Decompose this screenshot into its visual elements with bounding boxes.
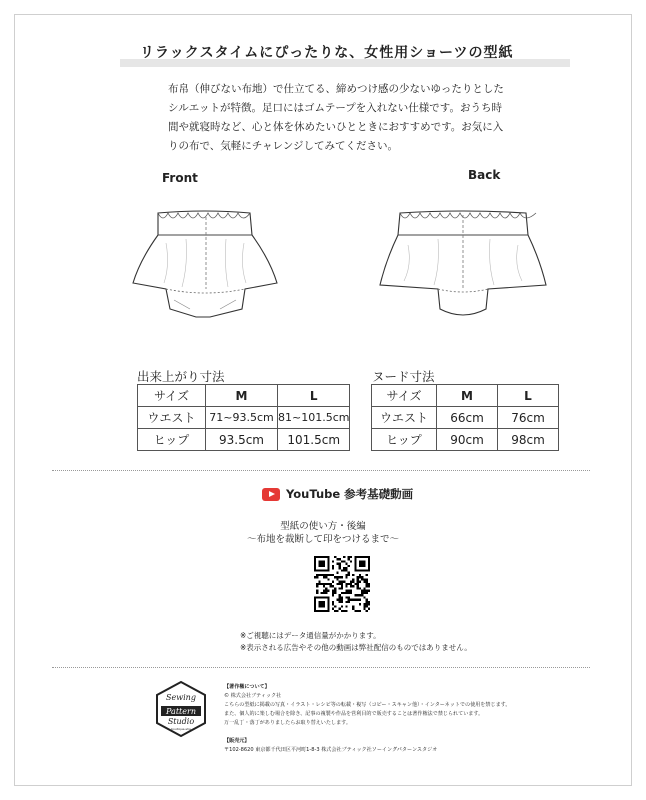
viewing-notes — [240, 630, 472, 654]
finished-size-table — [137, 384, 350, 451]
table-cell: 71~93.5cm — [206, 407, 278, 429]
section-divider — [52, 667, 590, 668]
logo-word: Studio — [167, 717, 195, 726]
page-title: リラックスタイムにぴったりな、女性用ショーツの型紙 — [140, 45, 514, 61]
front-view-illustration — [130, 205, 280, 323]
table-cell: 93.5cm — [206, 429, 278, 451]
section-divider — [52, 470, 590, 471]
intro-line: 布帛（伸びない布地）で仕立てる、締めつけ感の少ないゆったりとした — [168, 83, 504, 95]
table-row — [138, 429, 350, 451]
publisher-address: 〒102-8620 東京都千代田区平河町1-8-3 株式会社ブティック社ソーイングパターンスタジオ — [224, 747, 438, 753]
table-row — [372, 429, 559, 451]
logo-subtext: boutique-sha — [171, 727, 191, 731]
table-cell: 76cm — [498, 407, 559, 429]
table-cell: ウエスト — [138, 407, 206, 429]
table-cell: サイズ — [372, 385, 437, 407]
table-cell: 98cm — [498, 429, 559, 451]
youtube-play-icon — [262, 488, 280, 501]
copyright-line: また、個人的に楽しむ場合を除き、記事の複製や作品を営利目的で販売することは著作権法で禁じられています。 — [224, 711, 484, 717]
table-cell: M — [437, 385, 498, 407]
table-cell: サイズ — [138, 385, 206, 407]
intro-text — [168, 80, 538, 156]
body-size-title: ヌード寸法 — [372, 369, 435, 384]
back-view-illustration — [378, 205, 548, 321]
intro-line: 間や就寝時など、心と体を休めたいひとときにおすすめです。お気に入 — [168, 121, 504, 133]
intro-line: りの布で、気軽にチャレンジしてみてください。 — [168, 140, 398, 152]
page-header — [120, 42, 570, 68]
table-cell: ヒップ — [138, 429, 206, 451]
video-title-line: 型紙の使い方・後編 — [280, 521, 366, 532]
table-row — [138, 407, 350, 429]
publisher-heading: 【販売元】 — [224, 738, 250, 744]
table-row — [138, 385, 350, 407]
table-cell: M — [206, 385, 278, 407]
table-cell: 90cm — [437, 429, 498, 451]
note-line: ※ご視聴にはデータ通信量がかかります。 — [240, 631, 381, 640]
table-cell: L — [498, 385, 559, 407]
copyright-heading: 【著作権について】 — [224, 684, 270, 690]
table-row — [372, 385, 559, 407]
qr-code[interactable] — [314, 556, 370, 612]
note-line: ※表示される広告やその他の動画は弊社配信のものではありません。 — [240, 643, 472, 652]
table-cell: ウエスト — [372, 407, 437, 429]
intro-line: シルエットが特徴。足口にはゴムテープを入れない仕様です。おうち時 — [168, 102, 502, 114]
table-cell: L — [278, 385, 350, 407]
table-cell: 81~101.5cm — [278, 407, 350, 429]
body-size-table — [371, 384, 559, 451]
video-subtitle-line: ～布地を裁断して印をつけるまで～ — [246, 534, 399, 545]
youtube-link[interactable] — [262, 486, 413, 502]
copyright-line: 万一乱丁・落丁がありましたらお取り替えいたします。 — [224, 720, 351, 726]
youtube-label: YouTube 参考基礎動画 — [286, 487, 414, 501]
logo-word: Pattern — [166, 707, 196, 716]
copyright-company: © 株式会社ブティック社 — [224, 693, 282, 699]
back-label: Back — [468, 168, 501, 182]
copyright-line: こちらの型紙に掲載の写真・イラスト・レシピ等の転載・複写（コピー・スキャン他）・インターネットでの使用を禁じます。 — [224, 702, 511, 708]
table-row — [372, 407, 559, 429]
table-cell: ヒップ — [372, 429, 437, 451]
front-label: Front — [162, 171, 198, 185]
table-cell: 101.5cm — [278, 429, 350, 451]
logo-word: Sewing — [166, 693, 196, 702]
finished-size-title: 出来上がり寸法 — [137, 369, 225, 384]
sewing-pattern-studio-logo — [152, 680, 210, 738]
table-cell: 66cm — [437, 407, 498, 429]
copyright-notice — [224, 683, 564, 755]
